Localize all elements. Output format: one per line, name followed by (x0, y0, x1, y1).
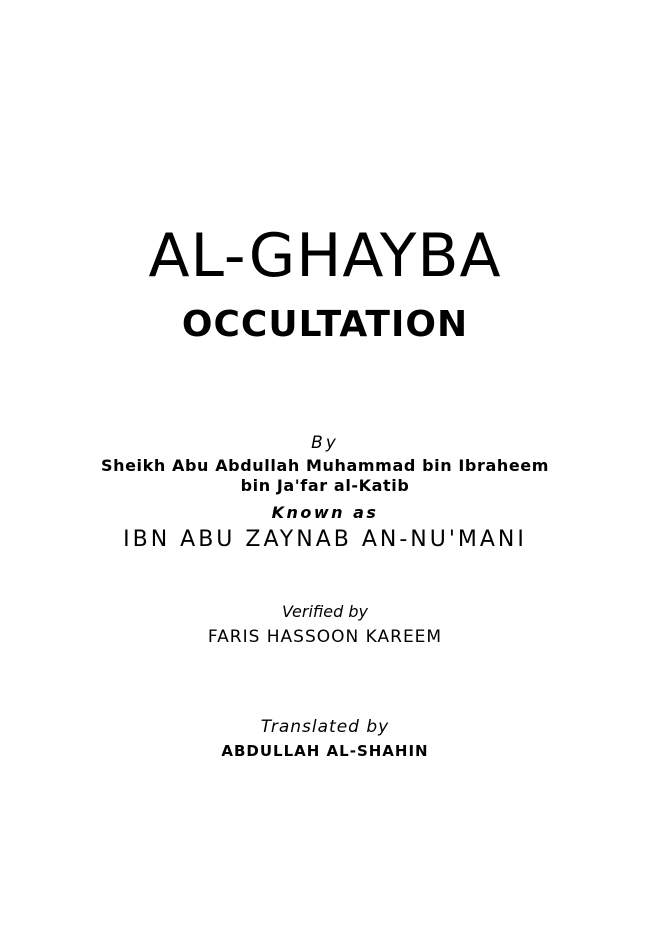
author-known-name: IBN ABU ZAYNAB AN-NU'MANI (123, 527, 527, 552)
verifier-name: FARIS HASSOON KAREEM (207, 627, 443, 647)
by-label: By (311, 433, 339, 453)
verified-by-label: Verified by (282, 602, 368, 621)
known-as-label: Known as (271, 503, 379, 522)
translator-name: ABDULLAH AL-SHAHIN (221, 742, 429, 760)
book-subtitle: OCCULTATION (181, 304, 469, 345)
author-name-line-2: bin Ja'far al-Katib (240, 476, 410, 495)
translated-by-label: Translated by (260, 717, 390, 737)
book-title: AL-GHAYBA (148, 221, 502, 291)
author-name-line-1: Sheikh Abu Abdullah Muhammad bin Ibraheem (100, 456, 550, 475)
